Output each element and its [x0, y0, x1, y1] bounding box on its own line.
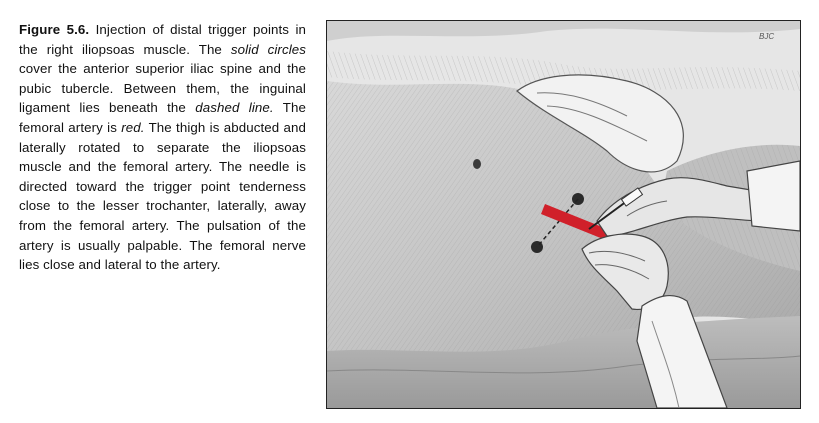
medical-illustration [326, 20, 801, 409]
upper-sleeve [747, 161, 800, 231]
figure-caption [19, 20, 306, 275]
caption-italic-red: red. [121, 119, 145, 135]
figure-label: Figure 5.6. [19, 22, 90, 37]
caption-text-3: The femoral artery is [19, 100, 306, 135]
artist-signature: BJC [759, 32, 775, 41]
caption-text-1: Injection of distal trigger points in the right iliopsoas muscle. The [19, 22, 306, 57]
caption-italic-solid-circles: solid circles [230, 41, 306, 57]
caption-text-4: The thigh is abducted and laterally rotated to separate the iliopsoas muscle and the femoral artery. The needle is directed toward the trigger point tenderness close to the lesser trochanter, laterally, away from the femoral artery. The pulsation of the artery is usually palpable. The femoral nerve lies close and lateral to the artery. [19, 119, 306, 273]
caption-text-2: cover the anterior superior iliac spine and the pubic tubercle. Between them, the inguinal ligament lies beneath the [19, 61, 306, 116]
caption-italic-dashed-line: dashed line. [195, 100, 274, 116]
illustration-svg [327, 21, 800, 408]
navel [473, 159, 481, 169]
